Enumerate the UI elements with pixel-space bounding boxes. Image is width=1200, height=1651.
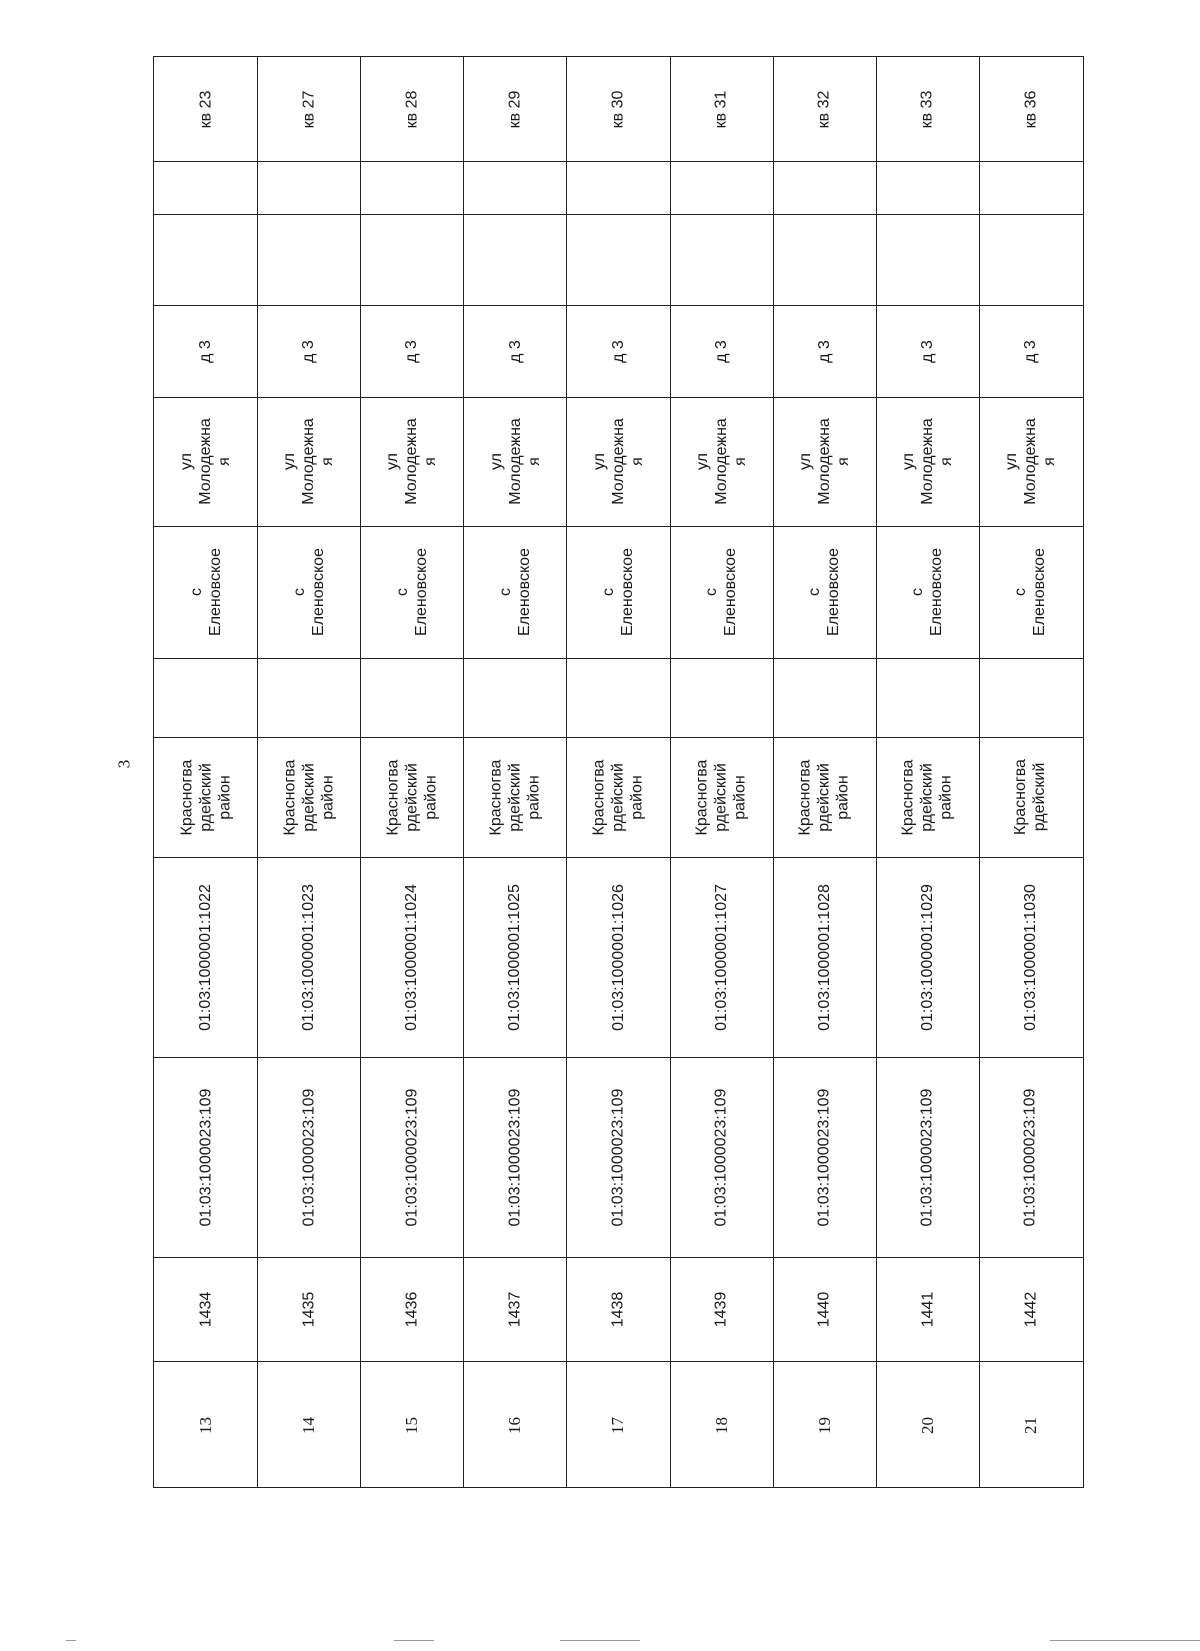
record-code-cell (154, 1257, 257, 1361)
parcel-number-cell (463, 1057, 566, 1257)
apartment-cell (566, 57, 669, 161)
empty-cell (154, 161, 257, 214)
settlement-cell (463, 526, 566, 658)
street-cell (670, 397, 773, 526)
apartment-cell-text: кв 30 (609, 90, 627, 128)
district-cell (463, 737, 566, 857)
settlement-cell-line: Еленовское (206, 548, 224, 636)
parcel-number-cell-text: 01:03:1000023:109 (506, 1088, 524, 1226)
empty-cell (257, 658, 360, 737)
street-cell (876, 397, 979, 526)
house-cell (463, 305, 566, 397)
street-cell-line: ул (487, 453, 505, 470)
district-cell-text (486, 759, 543, 835)
settlement-cell-line: Еленовское (1031, 548, 1049, 636)
district-cell (670, 737, 773, 857)
parcel-number-cell (360, 1057, 463, 1257)
street-cell-line: ул (693, 453, 711, 470)
settlement-cell-text (805, 548, 843, 636)
settlement-cell-line: с (393, 588, 411, 596)
district-cell-line: район (216, 774, 234, 820)
district-cell-line: Красногва (796, 759, 814, 835)
street-cell-line: я (628, 457, 646, 466)
settlement-cell-line: Еленовское (515, 548, 533, 636)
empty-cell (566, 161, 669, 214)
empty-cell (154, 658, 257, 737)
table-row (670, 57, 773, 1487)
street-cell-text (796, 418, 853, 505)
parcel-number-cell-text: 01:03:1000023:109 (918, 1088, 936, 1226)
record-code-cell (566, 1257, 669, 1361)
apartment-cell-text: кв 32 (815, 90, 833, 128)
house-cell (154, 305, 257, 397)
record-code-cell-text: 1442 (1021, 1291, 1039, 1327)
district-cell (257, 737, 360, 857)
house-cell-text: д 3 (712, 339, 730, 363)
cadastral-number-cell-text: 01:03:1000001:1030 (1021, 883, 1039, 1031)
empty-cell (257, 214, 360, 305)
apartment-cell (670, 57, 773, 161)
cadastral-number-cell-text: 01:03:1000001:1025 (506, 883, 524, 1031)
apartment-cell (876, 57, 979, 161)
empty-cell (566, 214, 669, 305)
parcel-number-cell-text: 01:03:1000023:109 (197, 1088, 215, 1226)
settlement-cell-line: Еленовское (618, 548, 636, 636)
cadastral-number-cell (360, 857, 463, 1057)
record-code-cell-text: 1434 (197, 1291, 215, 1327)
cadastral-number-cell-text: 01:03:1000001:1029 (918, 883, 936, 1031)
street-cell-line: я (422, 457, 440, 466)
district-cell-text (796, 759, 853, 835)
empty-cell (979, 161, 1082, 214)
settlement-cell (670, 526, 773, 658)
street-cell-line: я (216, 457, 234, 466)
empty-cell (463, 658, 566, 737)
district-cell-line: рдейский (1031, 762, 1049, 832)
street-cell-line: ул (899, 453, 917, 470)
apartment-cell-text: кв 28 (403, 90, 421, 128)
street-cell-text (899, 418, 956, 505)
district-cell-line: рдейский (300, 762, 318, 832)
cadastral-number-cell (876, 857, 979, 1057)
table-row (566, 57, 669, 1487)
parcel-number-cell (257, 1057, 360, 1257)
empty-cell (670, 214, 773, 305)
row-number-cell (876, 1361, 979, 1489)
street-cell-line: я (731, 457, 749, 466)
row-number-cell-text: 16 (505, 1416, 525, 1434)
settlement-cell-text (496, 548, 534, 636)
table-row (979, 57, 1082, 1487)
property-table (153, 56, 1084, 1488)
settlement-cell-line: Еленовское (412, 548, 430, 636)
row-number-cell (154, 1361, 257, 1489)
district-cell-text (899, 759, 956, 835)
settlement-cell-line: с (187, 588, 205, 596)
district-cell-line: район (525, 774, 543, 820)
district-cell-line: район (319, 774, 337, 820)
house-cell (257, 305, 360, 397)
street-cell-line: Молодежна (712, 418, 730, 505)
street-cell-line: Молодежна (506, 418, 524, 505)
table-row (360, 57, 463, 1487)
record-code-cell (979, 1257, 1082, 1361)
street-cell-line: ул (796, 453, 814, 470)
street-cell-text (383, 418, 440, 505)
record-code-cell (773, 1257, 876, 1361)
table-row (773, 57, 876, 1487)
row-number-cell-text: 20 (917, 1416, 937, 1434)
district-cell-line: рдейский (197, 762, 215, 832)
empty-cell (463, 214, 566, 305)
house-cell-text: д 3 (403, 339, 421, 363)
parcel-number-cell (566, 1057, 669, 1257)
house-cell-text: д 3 (506, 339, 524, 363)
cadastral-number-cell-text: 01:03:1000001:1022 (197, 883, 215, 1031)
empty-cell (670, 658, 773, 737)
record-code-cell (463, 1257, 566, 1361)
house-cell (876, 305, 979, 397)
district-cell-line: район (628, 774, 646, 820)
street-cell (566, 397, 669, 526)
house-cell (360, 305, 463, 397)
parcel-number-cell (773, 1057, 876, 1257)
street-cell-line: я (1040, 457, 1058, 466)
settlement-cell (566, 526, 669, 658)
parcel-number-cell (670, 1057, 773, 1257)
district-cell-line: Красногва (1012, 759, 1030, 835)
record-code-cell (670, 1257, 773, 1361)
settlement-cell-text (290, 548, 328, 636)
parcel-number-cell-text: 01:03:1000023:109 (609, 1088, 627, 1226)
settlement-cell-line: с (703, 588, 721, 596)
page-number-text: 3 (114, 759, 133, 769)
cadastral-number-cell (773, 857, 876, 1057)
apartment-cell-text: кв 29 (506, 90, 524, 128)
settlement-cell (154, 526, 257, 658)
row-number-cell (773, 1361, 876, 1489)
apartment-cell-text: кв 36 (1021, 90, 1039, 128)
district-cell-line: рдейский (609, 762, 627, 832)
apartment-cell-text: кв 23 (197, 90, 215, 128)
district-cell-line: рдейский (403, 762, 421, 832)
district-cell (979, 737, 1082, 857)
empty-cell (773, 658, 876, 737)
parcel-number-cell (876, 1057, 979, 1257)
house-cell-text: д 3 (197, 339, 215, 363)
cadastral-number-cell (463, 857, 566, 1057)
district-cell-text (280, 759, 337, 835)
record-code-cell (257, 1257, 360, 1361)
district-cell-line: рдейский (815, 762, 833, 832)
record-code-cell-text: 1435 (300, 1291, 318, 1327)
empty-cell (360, 161, 463, 214)
settlement-cell-text (393, 548, 431, 636)
district-cell (154, 737, 257, 857)
district-cell-line: Красногва (693, 759, 711, 835)
parcel-number-cell-text: 01:03:1000023:109 (712, 1088, 730, 1226)
row-number-cell-text: 13 (196, 1416, 216, 1434)
house-cell-text: д 3 (300, 339, 318, 363)
house-cell (566, 305, 669, 397)
district-cell-line: рдейский (918, 762, 936, 832)
empty-cell (773, 214, 876, 305)
street-cell-text (589, 418, 646, 505)
empty-cell (463, 161, 566, 214)
street-cell-line: Молодежна (609, 418, 627, 505)
district-cell-line: Красногва (384, 759, 402, 835)
empty-cell (876, 658, 979, 737)
settlement-cell (773, 526, 876, 658)
parcel-number-cell-text: 01:03:1000023:109 (1021, 1088, 1039, 1226)
parcel-number-cell-text: 01:03:1000023:109 (300, 1088, 318, 1226)
page-number (112, 752, 136, 776)
district-cell (360, 737, 463, 857)
street-cell-line: Молодежна (403, 418, 421, 505)
district-cell-line: район (422, 774, 440, 820)
settlement-cell-text (187, 548, 225, 636)
district-cell-text (693, 759, 750, 835)
record-code-cell-text: 1440 (815, 1291, 833, 1327)
empty-cell (876, 214, 979, 305)
parcel-number-cell (154, 1057, 257, 1257)
row-number-cell (979, 1361, 1082, 1489)
settlement-cell (876, 526, 979, 658)
district-cell-line: район (937, 774, 955, 820)
empty-cell (566, 658, 669, 737)
row-number-cell (463, 1361, 566, 1489)
record-code-cell (876, 1257, 979, 1361)
street-cell-line: ул (384, 453, 402, 470)
street-cell-text (177, 418, 234, 505)
empty-cell (360, 214, 463, 305)
parcel-number-cell-text: 01:03:1000023:109 (815, 1088, 833, 1226)
street-cell-line: Молодежна (918, 418, 936, 505)
street-cell (257, 397, 360, 526)
settlement-cell (360, 526, 463, 658)
street-cell (154, 397, 257, 526)
apartment-cell (773, 57, 876, 161)
district-cell-line: Красногва (281, 759, 299, 835)
apartment-cell (154, 57, 257, 161)
row-number-cell-text: 21 (1020, 1416, 1040, 1434)
street-cell-line: я (525, 457, 543, 466)
cadastral-number-cell (566, 857, 669, 1057)
settlement-cell-line: Еленовское (722, 548, 740, 636)
district-cell-text (383, 759, 440, 835)
street-cell (773, 397, 876, 526)
house-cell (979, 305, 1082, 397)
district-cell (566, 737, 669, 857)
settlement-cell-line: с (496, 588, 514, 596)
settlement-cell-line: Еленовское (928, 548, 946, 636)
settlement-cell-text (1011, 548, 1049, 636)
street-cell-line: Молодежна (815, 418, 833, 505)
apartment-cell-text: кв 31 (712, 90, 730, 128)
street-cell (360, 397, 463, 526)
street-cell-line: ул (281, 453, 299, 470)
table-row (876, 57, 979, 1487)
record-code-cell-text: 1436 (403, 1291, 421, 1327)
row-number-cell (360, 1361, 463, 1489)
row-number-cell-text: 19 (814, 1416, 834, 1434)
empty-cell (979, 214, 1082, 305)
street-cell-line: я (834, 457, 852, 466)
district-cell-line: рдейский (506, 762, 524, 832)
settlement-cell-text (599, 548, 637, 636)
apartment-cell-text: кв 33 (918, 90, 936, 128)
street-cell-text (280, 418, 337, 505)
street-cell (463, 397, 566, 526)
settlement-cell-line: Еленовское (825, 548, 843, 636)
settlement-cell-line: с (290, 588, 308, 596)
street-cell-text (1002, 418, 1059, 505)
row-number-cell-text: 15 (402, 1416, 422, 1434)
settlement-cell-text (702, 548, 740, 636)
empty-cell (979, 658, 1082, 737)
row-number-cell (257, 1361, 360, 1489)
cadastral-number-cell-text: 01:03:1000001:1028 (815, 883, 833, 1031)
street-cell-line: Молодежна (1021, 418, 1039, 505)
street-cell-line: я (937, 457, 955, 466)
settlement-cell-line: с (599, 588, 617, 596)
row-number-cell-text: 18 (711, 1416, 731, 1434)
cadastral-number-cell (154, 857, 257, 1057)
district-cell (876, 737, 979, 857)
record-code-cell-text: 1437 (506, 1291, 524, 1327)
district-cell-line: район (731, 774, 749, 820)
settlement-cell-text (908, 548, 946, 636)
apartment-cell (257, 57, 360, 161)
empty-cell (876, 161, 979, 214)
settlement-cell (979, 526, 1082, 658)
district-cell-text (589, 759, 646, 835)
row-number-cell (670, 1361, 773, 1489)
district-cell-line: рдейский (712, 762, 730, 832)
district-cell-text (177, 759, 234, 835)
street-cell-text (486, 418, 543, 505)
apartment-cell (360, 57, 463, 161)
cadastral-number-cell-text: 01:03:1000001:1024 (403, 883, 421, 1031)
cadastral-number-cell-text: 01:03:1000001:1027 (712, 883, 730, 1031)
settlement-cell (257, 526, 360, 658)
street-cell (979, 397, 1082, 526)
street-cell-line: Молодежна (300, 418, 318, 505)
street-cell-line: ул (590, 453, 608, 470)
district-cell (773, 737, 876, 857)
empty-cell (257, 161, 360, 214)
settlement-cell-line: с (1012, 588, 1030, 596)
cadastral-number-cell (257, 857, 360, 1057)
row-number-cell-text: 17 (608, 1416, 628, 1434)
house-cell (670, 305, 773, 397)
record-code-cell-text: 1441 (918, 1291, 936, 1327)
street-cell-line: я (319, 457, 337, 466)
record-code-cell-text: 1439 (712, 1291, 730, 1327)
street-cell-text (693, 418, 750, 505)
record-code-cell (360, 1257, 463, 1361)
empty-cell (154, 214, 257, 305)
house-cell-text: д 3 (815, 339, 833, 363)
street-cell-line: Молодежна (197, 418, 215, 505)
street-cell-line: ул (1002, 453, 1020, 470)
empty-cell (360, 658, 463, 737)
settlement-cell-line: с (806, 588, 824, 596)
table-row (463, 57, 566, 1487)
district-cell-line: Красногва (178, 759, 196, 835)
cadastral-number-cell (979, 857, 1082, 1057)
scan-edge-marks (0, 1640, 1200, 1644)
empty-cell (773, 161, 876, 214)
apartment-cell (979, 57, 1082, 161)
apartment-cell-text: кв 27 (300, 90, 318, 128)
empty-cell (670, 161, 773, 214)
parcel-number-cell-text: 01:03:1000023:109 (403, 1088, 421, 1226)
settlement-cell-line: с (909, 588, 927, 596)
cadastral-number-cell-text: 01:03:1000001:1023 (300, 883, 318, 1031)
district-cell-line: Красногва (590, 759, 608, 835)
district-cell-text (1011, 759, 1049, 835)
settlement-cell-line: Еленовское (309, 548, 327, 636)
district-cell-line: Красногва (487, 759, 505, 835)
cadastral-number-cell (670, 857, 773, 1057)
table-row (257, 57, 360, 1487)
cadastral-number-cell-text: 01:03:1000001:1026 (609, 883, 627, 1031)
house-cell (773, 305, 876, 397)
parcel-number-cell (979, 1057, 1082, 1257)
house-cell-text: д 3 (918, 339, 936, 363)
district-cell-line: район (834, 774, 852, 820)
house-cell-text: д 3 (1021, 339, 1039, 363)
record-code-cell-text: 1438 (609, 1291, 627, 1327)
district-cell-line: Красногва (899, 759, 917, 835)
street-cell-line: ул (178, 453, 196, 470)
row-number-cell-text: 14 (299, 1416, 319, 1434)
row-number-cell (566, 1361, 669, 1489)
table-row (154, 57, 257, 1487)
house-cell-text: д 3 (609, 339, 627, 363)
apartment-cell (463, 57, 566, 161)
